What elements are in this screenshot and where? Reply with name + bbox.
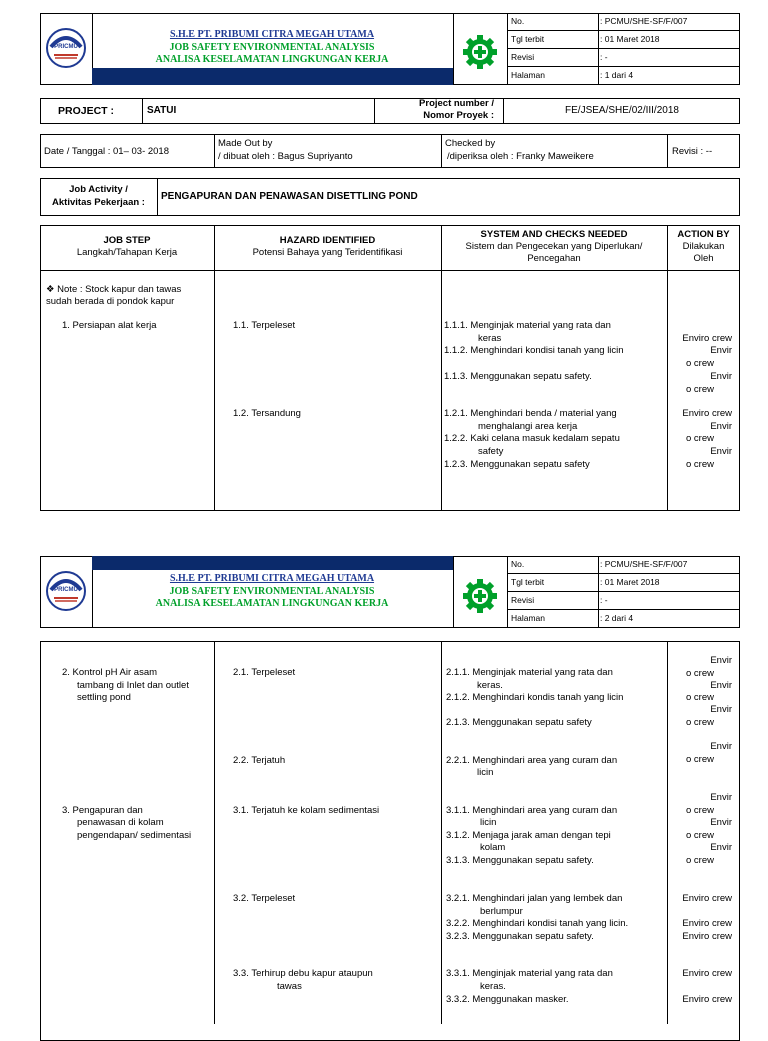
col-system-sub-2: Pencegahan bbox=[527, 253, 581, 264]
check-1-2-2-cont: safety bbox=[478, 446, 504, 457]
header-blue-bar bbox=[92, 68, 453, 85]
action3-2: o crew bbox=[686, 805, 714, 816]
action3-4: o crew bbox=[686, 830, 714, 841]
doc-title-id: ANALISA KESELAMATAN LINGKUNGAN KERJA bbox=[155, 54, 389, 65]
action2-8: o crew bbox=[686, 754, 714, 765]
hazard-3-3: 3.3. Terhirup debu kapur ataupun bbox=[233, 968, 373, 979]
check-3-1-3: 3.1.3. Menggunakan sepatu safety. bbox=[446, 855, 594, 866]
company-name-2: S.H.E PT. PRIBUMI CITRA MEGAH UTAMA bbox=[169, 573, 375, 584]
check-1-1-2: 1.1.2. Menghindari kondisi tanah yang licin bbox=[444, 345, 624, 356]
meta2-no-label: No. bbox=[511, 559, 525, 569]
action3-7: Enviro crew bbox=[682, 893, 732, 904]
action3-9: Enviro crew bbox=[682, 931, 732, 942]
action-1: Enviro crew bbox=[682, 333, 732, 344]
meta2-rev-value: : - bbox=[600, 595, 608, 605]
check-3-3-2: 3.3.2. Menggunakan masker. bbox=[446, 994, 569, 1005]
project-number-label: Project number / Nomor Proyek : bbox=[419, 98, 494, 121]
action-6: Enviro crew bbox=[682, 408, 732, 419]
step-3-line-1: 3. Pengapuran dan bbox=[62, 805, 143, 816]
logo-text-2: PRICMU bbox=[54, 587, 78, 593]
meta2-rev-label: Revisi bbox=[511, 595, 535, 605]
check-1-2-1-cont: menghalangi area kerja bbox=[478, 421, 578, 432]
made-out-value: / dibuat oleh : Bagus Supriyanto bbox=[218, 151, 353, 162]
doc-title-en: JOB SAFETY ENVIRONMENTAL ANALYSIS bbox=[169, 42, 375, 53]
hazard-3-1: 3.1. Terjatuh ke kolam sedimentasi bbox=[233, 805, 380, 816]
activity-label-2: Aktivitas Pekerjaan : bbox=[52, 197, 145, 208]
check-2-2-1: 2.2.1. Menghindari area yang curam dan bbox=[446, 755, 618, 766]
hazard-1-1: 1.1. Terpeleset bbox=[233, 320, 296, 331]
check-3-1-2-cont: kolam bbox=[480, 842, 506, 853]
action-7: Envir bbox=[710, 421, 732, 432]
meta-date-label: Tgl terbit bbox=[511, 34, 545, 44]
meta-date-value: : 01 Maret 2018 bbox=[600, 34, 660, 44]
check-1-2-1: 1.2.1. Menghindari benda / material yang bbox=[444, 408, 617, 419]
doc-title-id-2: ANALISA KESELAMATAN LINGKUNGAN KERJA bbox=[155, 598, 389, 609]
check-2-1-1-cont: keras. bbox=[477, 680, 503, 691]
col-action-sub-2: Oleh bbox=[693, 253, 714, 264]
safety-gear-icon-2 bbox=[462, 578, 498, 614]
col-job-step: JOB STEP bbox=[103, 235, 151, 246]
project-number-value: FE/JSEA/SHE/02/III/2018 bbox=[565, 105, 679, 116]
hazard-3-2: 3.2. Terpeleset bbox=[233, 893, 296, 904]
note-line-1: ❖ Note : Stock kapur dan tawas bbox=[46, 284, 182, 295]
check-1-2-3: 1.2.3. Menggunakan sepatu safety bbox=[444, 459, 590, 470]
check-2-1-2: 2.1.2. Menghindari kondis tanah yang licin bbox=[446, 692, 624, 703]
action-4: Envir bbox=[710, 371, 732, 382]
meta2-page-label: Halaman bbox=[511, 613, 546, 623]
col-system: SYSTEM AND CHECKS NEEDED bbox=[480, 229, 628, 240]
step-3-line-3: pengendapan/ sedimentasi bbox=[77, 830, 192, 841]
action2-5: Envir bbox=[710, 704, 732, 715]
doc-title-en-2: JOB SAFETY ENVIRONMENTAL ANALYSIS bbox=[169, 586, 375, 597]
meta2-page-value: : 2 dari 4 bbox=[600, 613, 634, 623]
col-action: ACTION BY bbox=[677, 229, 730, 240]
activity-value: PENGAPURAN DAN PENAWASAN DISETTLING POND bbox=[161, 191, 418, 202]
activity-label-1: Job Activity / bbox=[69, 184, 128, 195]
action2-3: Envir bbox=[710, 680, 732, 691]
action-9: Envir bbox=[710, 446, 732, 457]
meta-rev-value: : - bbox=[600, 52, 608, 62]
step-3-line-2: penawasan di kolam bbox=[77, 817, 164, 828]
meta-page-label: Halaman bbox=[511, 70, 546, 80]
meta2-date-value: : 01 Maret 2018 bbox=[600, 577, 660, 587]
action3-10: Enviro crew bbox=[682, 968, 732, 979]
check-3-3-1: 3.3.1. Menginjak material yang rata dan bbox=[446, 968, 613, 979]
date-field: Date / Tanggal : 01– 03- 2018 bbox=[44, 146, 170, 157]
checked-value: /diperiksa oleh : Franky Maweikere bbox=[447, 151, 594, 162]
project-value: SATUI bbox=[147, 105, 177, 116]
safety-gear-icon bbox=[462, 34, 498, 70]
check-3-1-2: 3.1.2. Menjaga jarak aman dengan tepi bbox=[446, 830, 611, 841]
action3-3: Envir bbox=[710, 817, 732, 828]
action3-1: Envir bbox=[710, 792, 732, 803]
action2-2: o crew bbox=[686, 668, 714, 679]
check-1-2-2: 1.2.2. Kaki celana masuk kedalam sepatu bbox=[444, 433, 620, 444]
action-10: o crew bbox=[686, 459, 714, 470]
check-3-1-1-cont: licin bbox=[480, 817, 497, 828]
meta-page-value: : 1 dari 4 bbox=[600, 70, 634, 80]
step-2-line-2: tambang di Inlet dan outlet bbox=[77, 680, 189, 691]
jsea-table-page1 bbox=[40, 225, 740, 511]
note-line-2: sudah berada di pondok kapur bbox=[46, 296, 175, 307]
header-blue-bar-2 bbox=[92, 556, 453, 570]
col-action-sub-1: Dilakukan bbox=[682, 241, 725, 252]
meta-no-label: No. bbox=[511, 16, 525, 26]
company-logo-2 bbox=[45, 570, 87, 612]
action3-11: Enviro crew bbox=[682, 994, 732, 1005]
col-job-step-sub: Langkah/Tahapan Kerja bbox=[76, 247, 178, 258]
check-3-2-3: 3.2.3. Menggunakan sepatu safety. bbox=[446, 931, 594, 942]
action-3: o crew bbox=[686, 358, 714, 369]
action3-6: o crew bbox=[686, 855, 714, 866]
check-3-2-1: 3.2.1. Menghindari jalan yang lembek dan bbox=[446, 893, 623, 904]
check-3-2-1-cont: berlumpur bbox=[480, 906, 523, 917]
meta2-date-label: Tgl terbit bbox=[511, 577, 545, 587]
action2-7: Envir bbox=[710, 741, 732, 752]
action2-1: Envir bbox=[710, 655, 732, 666]
meta-no-value: : PCMU/SHE-SF/F/007 bbox=[600, 16, 688, 26]
step-2-line-1: 2. Kontrol pH Air asam bbox=[62, 667, 158, 678]
project-label: PROJECT : bbox=[58, 105, 115, 117]
check-1-1-3: 1.1.3. Menggunakan sepatu safety. bbox=[444, 371, 592, 382]
check-2-2-1-cont: licin bbox=[477, 767, 494, 778]
action2-4: o crew bbox=[686, 692, 714, 703]
action-8: o crew bbox=[686, 433, 714, 444]
company-logo bbox=[45, 27, 87, 69]
check-1-1-1-cont: keras bbox=[478, 333, 502, 344]
check-1-1-1: 1.1.1. Menginjak material yang rata dan bbox=[444, 320, 611, 331]
hazard-3-3-cont: tawas bbox=[277, 981, 302, 992]
col-hazard: HAZARD IDENTIFIED bbox=[279, 235, 376, 246]
action3-5: Envir bbox=[710, 842, 732, 853]
step-2-line-3: settling pond bbox=[77, 692, 131, 703]
action3-8: Enviro crew bbox=[682, 918, 732, 929]
action-5: o crew bbox=[686, 384, 714, 395]
step-1: 1. Persiapan alat kerja bbox=[62, 320, 157, 331]
check-2-1-3: 2.1.3. Menggunakan sepatu safety bbox=[446, 717, 592, 728]
col-hazard-sub: Potensi Bahaya yang Teridentifikasi bbox=[252, 247, 403, 258]
check-3-1-1: 3.1.1. Menghindari area yang curam dan bbox=[446, 805, 618, 816]
meta-rev-label: Revisi bbox=[511, 52, 535, 62]
check-3-3-1-cont: keras. bbox=[480, 981, 506, 992]
action2-6: o crew bbox=[686, 717, 714, 728]
meta2-no-value: : PCMU/SHE-SF/F/007 bbox=[600, 559, 688, 569]
hazard-2-1: 2.1. Terpeleset bbox=[233, 667, 296, 678]
hazard-1-2: 1.2. Tersandung bbox=[233, 408, 301, 419]
check-2-1-1: 2.1.1. Menginjak material yang rata dan bbox=[446, 667, 613, 678]
logo-text: PRICMU bbox=[54, 44, 78, 50]
company-name: S.H.E PT. PRIBUMI CITRA MEGAH UTAMA bbox=[169, 29, 375, 40]
revisi-field: Revisi : -- bbox=[672, 146, 713, 157]
col-system-sub-1: Sistem dan Pengecekan yang Diperlukan/ bbox=[465, 241, 643, 252]
check-3-2-2: 3.2.2. Menghindari kondisi tanah yang licin. bbox=[446, 918, 629, 929]
made-out-label: Made Out by bbox=[218, 138, 273, 149]
hazard-2-2: 2.2. Terjatuh bbox=[233, 755, 286, 766]
action-2: Envir bbox=[710, 345, 732, 356]
checked-label: Checked by bbox=[445, 138, 496, 149]
